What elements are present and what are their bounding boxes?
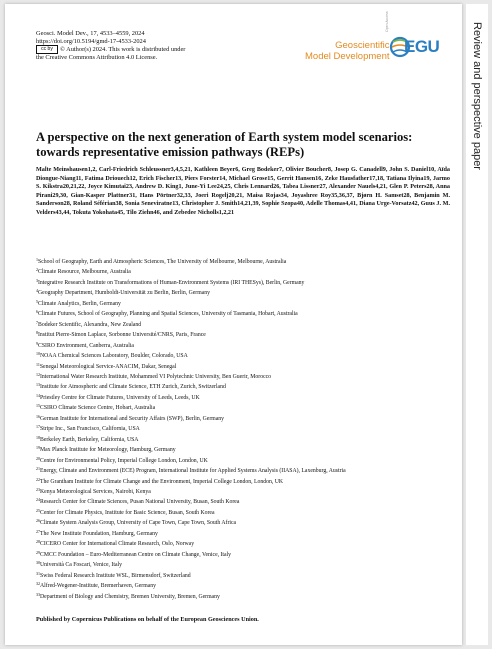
affiliation-item — [36, 496, 450, 506]
citation-line: Geosci. Model Dev., 17, 4533–4559, 2024 — [36, 30, 145, 37]
affiliation-text: Climate Futures, School of Geography, Planning and Spatial Sciences, University of Tasmania, Hobart, Australia — [38, 311, 298, 318]
affiliation-text: CSIRO Climate Science Centre, Hobart, Australia — [40, 405, 156, 412]
affiliation-number: 33 — [36, 591, 40, 597]
affiliation-text: Centre for Environmental Policy, Imperial College London, London, UK — [40, 457, 208, 464]
affiliation-text: CICERO Center for International Climate Research, Oslo, Norway — [40, 541, 195, 548]
affiliation-text: The Grantham Institute for Climate Change and the Environment, Imperial College London, London, UK — [40, 478, 284, 485]
affiliation-text: Bodeker Scientific, Alexandra, New Zealand — [38, 321, 142, 328]
copyright-line: © Author(s) 2024. This work is distributed under — [60, 46, 186, 54]
open-access-label: Open Access — [385, 11, 389, 32]
affiliation-text: Climate Resource, Melbourne, Australia — [38, 269, 131, 276]
affiliation-item — [36, 570, 450, 580]
affiliation-list — [36, 256, 450, 601]
affiliation-item — [36, 371, 450, 381]
affiliation-number: 16 — [36, 413, 40, 419]
affiliation-text: Max Planck Institute for Meteorology, Hamburg, Germany — [40, 447, 176, 454]
affiliation-number: 11 — [36, 361, 40, 367]
affiliation-number: 7 — [36, 319, 38, 325]
affiliation-item — [36, 381, 450, 391]
egu-logo-text: EGU — [404, 37, 440, 56]
affiliation-number: 32 — [36, 581, 40, 587]
affiliation-text: Center for Climate Physics, Institute for Basic Science, Busan, South Korea — [40, 509, 215, 516]
affiliation-item — [36, 277, 450, 287]
affiliation-text: Climate System Analysis Group, University of Cape Town, Cape Town, South Africa — [40, 520, 237, 527]
affiliation-number: 17 — [36, 424, 40, 430]
affiliation-item — [36, 287, 450, 297]
affiliation-text: Università Ca Foscari, Venice, Italy — [40, 562, 122, 569]
affiliation-number: 5 — [36, 298, 38, 304]
affiliation-number: 10 — [36, 351, 40, 357]
paper-type-label: Review and perspective paper — [471, 22, 483, 170]
publisher-note: Published by Copernicus Publications on behalf of the European Geosciences Union. — [36, 616, 259, 623]
affiliation-item — [36, 392, 450, 402]
affiliation-text: CSIRO Environment, Canberra, Australia — [38, 342, 134, 349]
affiliation-number: 20 — [36, 455, 40, 461]
affiliation-item — [36, 465, 450, 475]
affiliation-text: Institute for Atmospheric and Climate Science, ETH Zurich, Zurich, Switzerland — [40, 384, 226, 391]
affiliation-number: 18 — [36, 434, 40, 440]
affiliation-number: 3 — [36, 277, 38, 283]
affiliation-number: 14 — [36, 392, 40, 398]
affiliation-item — [36, 528, 450, 538]
affiliation-text: CMCC Foundation – Euro-Mediterranean Centre on Climate Change, Venice, Italy — [40, 551, 232, 558]
paper-title: A perspective on the next generation of Earth system model scenarios: towards representative emission pathways (REPs) — [36, 130, 413, 159]
affiliation-number: 12 — [36, 371, 40, 377]
affiliation-text: The New Institute Foundation, Hamburg, Germany — [40, 530, 158, 537]
affiliation-number: 21 — [36, 466, 40, 472]
affiliation-item — [36, 507, 450, 517]
affiliation-text: Swiss Federal Research Institute WSL, Birmensdorf, Switzerland — [40, 572, 191, 579]
affiliation-number: 9 — [36, 340, 38, 346]
affiliation-item — [36, 538, 450, 548]
journal-name — [305, 40, 390, 62]
affiliation-item — [36, 549, 450, 559]
affiliation-item — [36, 591, 450, 601]
egu-logo-icon — [388, 30, 438, 66]
affiliation-number: 29 — [36, 549, 40, 555]
affiliation-text: Stripe Inc., San Francisco, California, USA — [40, 426, 140, 433]
affiliation-number: 24 — [36, 497, 40, 503]
affiliation-number: 23 — [36, 486, 40, 492]
affiliation-item — [36, 444, 450, 454]
affiliation-item — [36, 455, 450, 465]
journal-name-line1: Geoscientific — [335, 40, 390, 51]
paper-page — [5, 4, 462, 645]
affiliation-item — [36, 486, 450, 496]
affiliation-number: 19 — [36, 445, 40, 451]
doi-link[interactable]: https://doi.org/10.5194/gmd-17-4533-2024 — [36, 37, 146, 45]
journal-name-line2: Model Development — [305, 51, 390, 62]
affiliation-item — [36, 517, 450, 527]
affiliation-text: German Institute for International and Security Affairs (SWP), Berlin, Germany — [40, 415, 225, 422]
affiliation-number: 26 — [36, 518, 40, 524]
affiliation-item — [36, 350, 450, 360]
affiliation-text: Department of Biology and Chemistry, Bremen University, Bremen, Germany — [40, 593, 220, 600]
affiliation-number: 28 — [36, 539, 40, 545]
affiliation-item — [36, 361, 450, 371]
author-list: Malte Meinshausen1,2, Carl-Friedrich Schleussner3,4,5,21, Kathleen Beyer6, Greg Bodeker7, Olivier Boucher8, Josep G. Canadell9, John S. Daniel10, Aïda Diongue-Niang11, Fatima Driouech12, Erich Fischer13, Piers Forster14, Michael Grose15, Gerrit Hansen16, Zeke Hausfather17,18, Tatiana Ilyina19, Jarmo S. Kikstra20,21,22, Joyce Kimutai23, Andrew D. King1, June-Yi Lee24,25, Chris Lennard26, Tabea Lissner27, Alexander Nauels4,21, Glen P. Peters28, Anna Pirani29,30, Gian-Kasper Plattner31, Hans Pörtner32,33, Joeri Rogelj20,21, Maisa Rojas34, Joyashree Roy35,36,37, Bjørn H. Samset28, Benjamin M. Sanderson28, Roland Séférian38, Sonia Seneviratne13, Christopher J. Smith14,21,39, Sophie Szopa40, Adelle Thomas4,41, Diana Urge-Vorsatz42, Guus J. M. Velders43,44, Tokuta Yokohata45, Tilo Ziehn46, and Zebedee Nicholls1,2,21 — [36, 167, 450, 216]
affiliation-item — [36, 256, 450, 266]
affiliation-number: 4 — [36, 288, 38, 294]
affiliation-text: Integrative Research Institute on Transformations of Human-Environment Systems (IRI THESys), Berlin, Germany — [38, 279, 305, 286]
affiliation-number: 13 — [36, 382, 40, 388]
affiliation-number: 22 — [36, 476, 40, 482]
affiliation-text: Kenya Meteorological Services, Nairobi, Kenya — [40, 488, 151, 495]
affiliation-number: 8 — [36, 330, 38, 336]
citation-block — [36, 30, 185, 62]
affiliation-item — [36, 580, 450, 590]
affiliation-item — [36, 476, 450, 486]
affiliation-text: Research Center for Climate Sciences, Pusan National University, Busan, South Korea — [40, 499, 240, 506]
affiliation-item — [36, 266, 450, 276]
affiliation-item — [36, 559, 450, 569]
affiliation-item — [36, 423, 450, 433]
affiliation-item — [36, 413, 450, 423]
affiliation-text: Climate Analytics, Berlin, Germany — [38, 300, 121, 307]
affiliation-number: 1 — [36, 257, 38, 262]
affiliation-text: School of Geography, Earth and Atmospheric Sciences, The University of Melbourne, Melbourne, Australia — [38, 259, 287, 265]
affiliation-text: International Water Research Institute, Mohammed VI Polytechnic University, Ben Guerir, Morocco — [40, 373, 272, 380]
affiliation-number: 27 — [36, 528, 40, 534]
paper-type-sidebar — [466, 4, 488, 645]
affiliation-item — [36, 402, 450, 412]
affiliation-item — [36, 298, 450, 308]
affiliation-number: 2 — [36, 267, 38, 273]
affiliation-item — [36, 340, 450, 350]
affiliation-text: Geography Department, Humboldt-Universität zu Berlin, Berlin, Germany — [38, 290, 210, 297]
affiliation-text: Senegal Meteorological Service-ANACIM, Dakar, Senegal — [39, 363, 177, 370]
affiliation-number: 15 — [36, 403, 40, 409]
affiliation-text: Energy, Climate and Environment (ECE) Program, International Institute for Applied Systems Analysis (IIASA), Laxenburg, Austria — [40, 468, 346, 475]
cc-license-icon: cc by — [36, 45, 58, 54]
affiliation-item — [36, 308, 450, 318]
affiliation-text: Priestley Centre for Climate Futures, University of Leeds, Leeds, UK — [40, 394, 200, 401]
affiliation-number: 31 — [36, 570, 40, 576]
affiliation-text: Alfred-Wegener-Institute, Bremerhaven, Germany — [40, 583, 156, 590]
affiliation-item — [36, 319, 450, 329]
affiliation-number: 6 — [36, 309, 38, 315]
license-line — [36, 45, 185, 54]
affiliation-text: Berkeley Earth, Berkeley, California, USA — [40, 436, 139, 443]
license-line-2: the Creative Commons Attribution 4.0 License. — [36, 54, 158, 62]
affiliation-number: 30 — [36, 560, 40, 566]
affiliation-text: NOAA Chemical Sciences Laboratory, Boulder, Colorado, USA — [40, 353, 188, 360]
affiliation-text: Institut Pierre-Simon Laplace, Sorbonne Université/CNRS, Paris, France — [38, 332, 206, 339]
affiliation-number: 25 — [36, 507, 40, 513]
affiliation-item — [36, 329, 450, 339]
affiliation-item — [36, 434, 450, 444]
